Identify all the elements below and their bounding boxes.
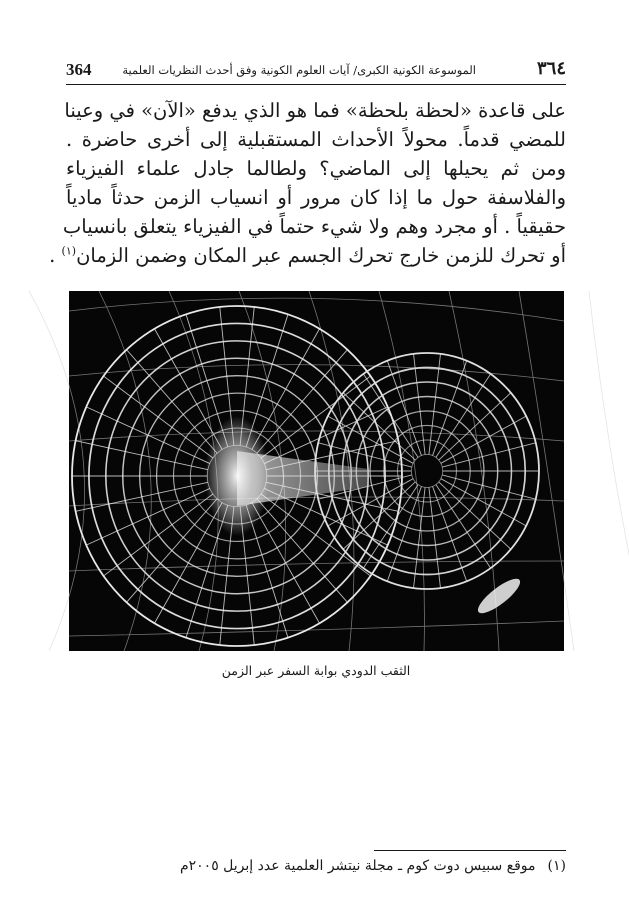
body-line-last (49, 241, 566, 270)
body-line: للمضي قدماً. محولاً الأحداث المستقبلية إلى أخرى حاضرة . (66, 128, 566, 151)
footnote-marker: (١) (547, 858, 566, 874)
last-line-end: . (49, 244, 62, 267)
header-divider (66, 84, 566, 85)
footnote-text: موقع سبيس دوت كوم ـ مجلة نيتشر العلمية عدد إبريل ٢٠٠٥م (179, 858, 536, 874)
last-line-text: أو تحرك للزمن خارج تحرك الجسم عبر المكان وضمن الزمان (76, 244, 566, 267)
footnote-reference: (١) (61, 244, 77, 258)
body-line: على قاعدة «لحظة بلحظة» فما هو الذي يدفع «الآن» في وعينا (64, 99, 566, 122)
body-paragraph (49, 96, 566, 270)
wormhole-illustration (69, 291, 564, 651)
footnote-divider (374, 850, 566, 851)
wormhole-graphic (69, 291, 564, 651)
body-line: حقيقياً . أو مجرد وهم ولا شيء حتماً في الفيزياء يتعلق بانسياب (62, 215, 566, 238)
footnote (66, 858, 566, 874)
page-number-latin: 364 (66, 60, 92, 79)
running-title: الموسوعة الكونية الكبرى/ آيات العلوم الكونية وفق أحدث النظريات العلمية (122, 63, 476, 77)
page-number-arabic: ٣٦٤ (536, 58, 566, 79)
page-header (66, 58, 566, 84)
figure-caption: الثقب الدودي بوابة السفر عبر الزمن (221, 663, 411, 678)
body-line: ومن ثم يحيلها إلى الماضي؟ ولطالما جادل علماء الفيزياء (66, 157, 566, 180)
body-line: والفلاسفة حول ما إذا كان مرور أو انسياب الزمن حدثاً مادياً (66, 186, 566, 209)
